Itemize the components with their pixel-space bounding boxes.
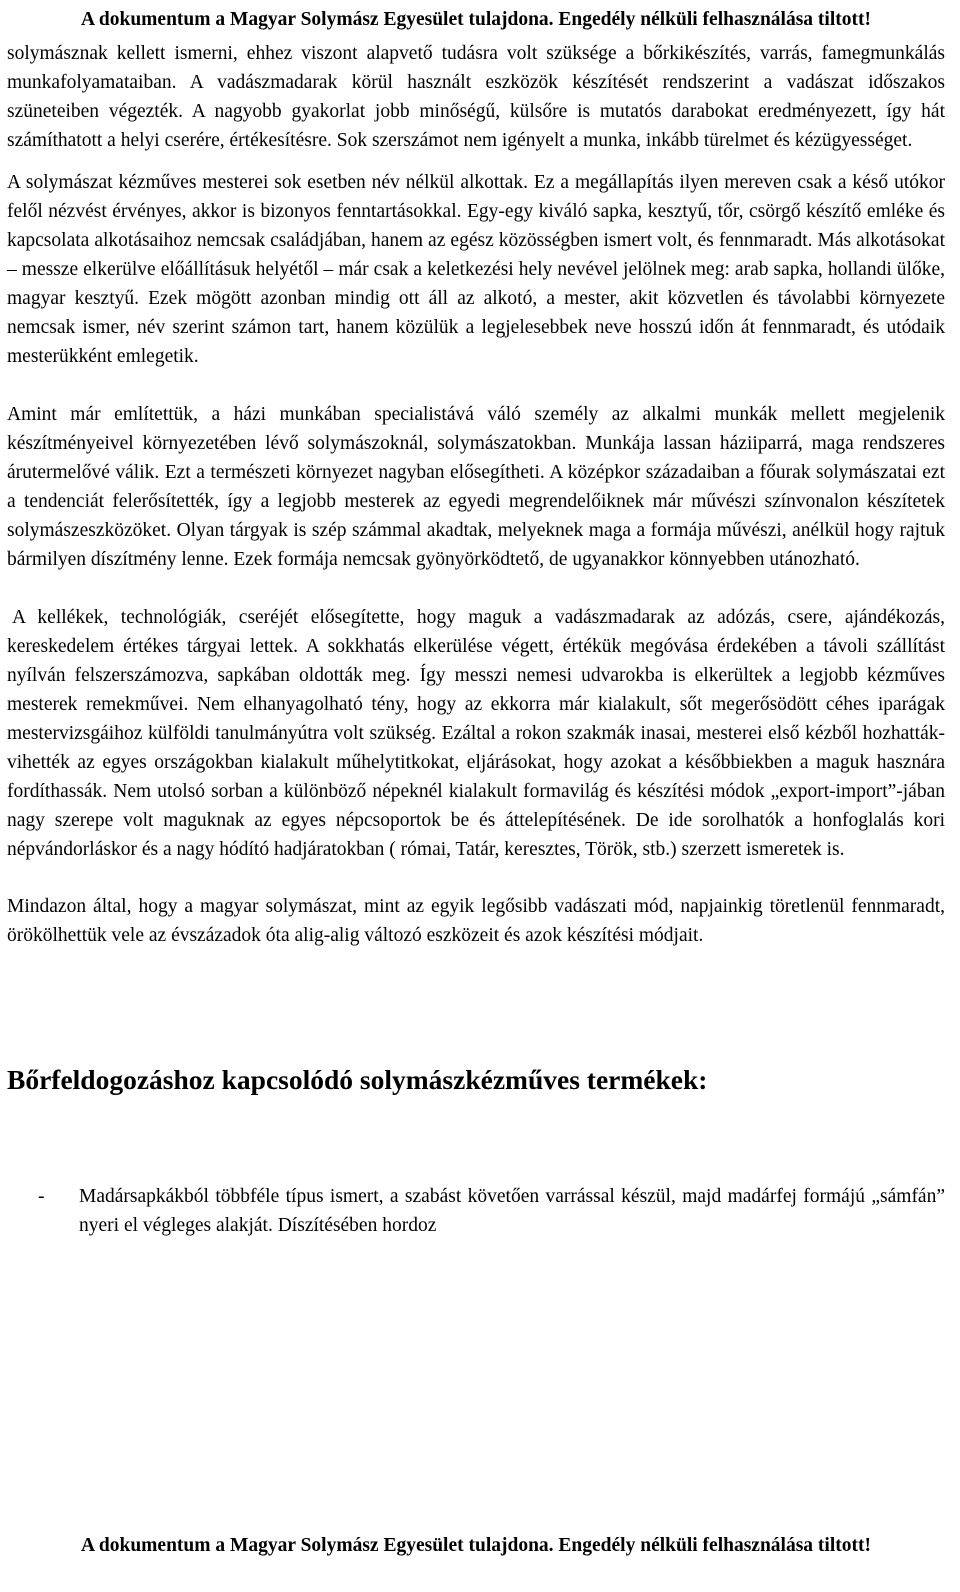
- list-item-text: Madársapkákból többféle típus ismert, a szabást követően varrással készül, majd madárfej formájú „sámfán” nyeri el végleges alakját. Díszítésében hordoz: [79, 1186, 945, 1236]
- paragraph-home-industry: Amint már említettük, a házi munkában specialistává váló személy az alkalmi munkák mellett megjelenik készítményeivel környezetében lévő solymászoknál, solymászatokban. Munkája lassan háziiparrá, maga rendszeres árutermelővé válik. Ezt a természeti környezet nagyban elősegítheti. A középkor századaiban a főurak solymászatai ezt a tendenciát felerősítették, így a legjobb mesterek az egyedi megrendelőiknek már művészi színvonalon készítetek solymászeszközöket. Olyan tárgyak is szép számmal akadtak, melyeknek maga a formája művészi, anélkül hogy rajtuk bármilyen díszítmény lenne. Ezek formája nemcsak gyönyörködtető, de ugyanakkor könnyebben utánozható.: [7, 404, 945, 570]
- ownership-notice-header: A dokumentum a Magyar Solymász Egyesület tulajdona. Engedély nélküli felhasználása tiltott!: [81, 9, 871, 30]
- product-list: [7, 1182, 945, 1240]
- list-item: [7, 1182, 945, 1240]
- paragraph-exchange-of-tools: A kellékek, technológiák, cseréjét elősegítette, hogy maguk a vadászmadarak az adózás, csere, ajándékozás, kereskedelem értékes tárgyai lettek. A sokkhatás elkerülése végett, értékük megóvása érdekében a távoli szállítást nyílván felszerszámozva, sapkában oldották meg. Így messzi nemesi udvarokba is elkerültek a legjobb kézműves mesterek remekművei. Nem elhanyagolható tény, hogy az ekkorra már kialakult, sőt megerősödött céhes iparágak mestervizsgáihoz külföldi tanulmányútra volt szükség. Ezáltal a rokon szakmák inasai, mesterei első kézből hozhatták-vihették az egyes országokban kialakult műhelytitkokat, eljárásokat, hogy azokat a későbbiekben a maguk hasznára fordíthassák. Nem utolsó sorban a különböző népeknél kialakult formavilág és készítési módok „export-import”-jában nagy szerepe volt maguknak az egyes népcsoportok be és áttelepítésének. De ide sorolhatók a honfoglalás kori népvándorláskor és a nagy hódító hadjáratokban ( római, Tatár, keresztes, Török, stb.) szerzett ismeretek is.: [7, 607, 945, 860]
- document-page: [7, 0, 945, 1240]
- paragraph-craft-skills: solymásznak kellett ismerni, ehhez viszont alapvető tudásra volt szüksége a bőrkikészítés, varrás, famegmunkálás munkafolyamataiban. A vadászmadarak körül használt eszközök készítését rendszerint a vadászat időszakos szüneteiben végezték. A nagyobb gyakorlat jobb minőségű, külsőre is mutatós darabokat eredményezett, így hát számíthatott a helyi cserére, értékesítésre. Sok szerszámot nem igényelt a munka, inkább türelmet és kézügyességet.: [7, 43, 945, 151]
- paragraph-anonymous-masters: A solymászat kézműves mesterei sok esetben név nélkül alkottak. Ez a megállapítás ilyen mereven csak a késő utókor felől nézvést érvényes, akkor is bizonyos fenntartásokkal. Egy-egy kiváló sapka, kesztyű, tőr, csörgő készítő emléke és kapcsolata alkotásaihoz nemcsak családjában, hanem az egész közösségben ismert volt, és fennmaradt. Más alkotásokat – messze elkerülve előállításuk helyétől – már csak a keletkezési hely nevével jelölnek meg: arab sapka, hollandi ülőke, magyar kesztyű. Ezek mögött azonban mindig ott áll az alkotó, a mester, akit közvetlen és távolabbi környezete nemcsak ismer, név szerint számon tart, hanem közülük a legjelesebbek neve hosszú időn át fennmaradt, és utódaik mesterükként emlegetik.: [7, 172, 945, 367]
- section-heading: Bőrfeldogozáshoz kapcsolódó solymászkézműves termékek:: [7, 1064, 708, 1095]
- ownership-notice-footer: A dokumentum a Magyar Solymász Egyesület tulajdona. Engedély nélküli felhasználása tiltott!: [81, 1535, 871, 1556]
- list-bullet-marker: -: [38, 1186, 45, 1207]
- paragraph-heritage: Mindazon által, hogy a magyar solymászat, mint az egyik legősibb vadászati mód, napjainkig töretlenül fennmaradt, örökölhettük vele az évszázadok óta alig-alig változó eszközeit és azok készítési módjait.: [7, 896, 945, 946]
